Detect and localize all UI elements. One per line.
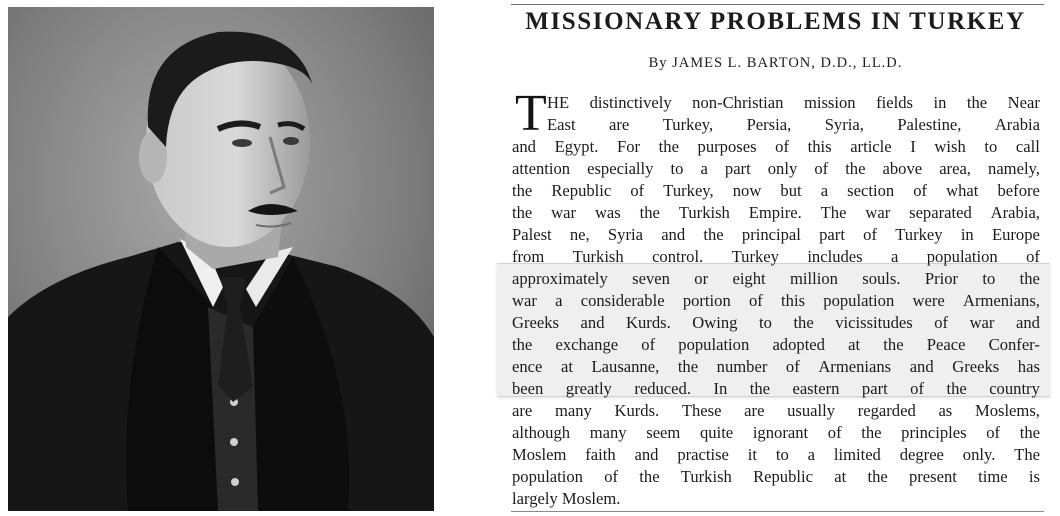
portrait-man-icon: [8, 7, 434, 511]
article-line: Greeks and Kurds. Owing to the vicissitudes of war and: [512, 313, 1040, 332]
drop-cap: T: [515, 85, 547, 142]
article-line: the exchange of population adopted at the Peace Confer-: [512, 335, 1040, 354]
article-body: [507, 92, 1044, 510]
article-line: from Turkish control. Turkey includes a population of: [512, 247, 1040, 266]
portrait-photo: [8, 7, 434, 511]
article-line: are many Kurds. These are usually regarded as Moslems,: [512, 401, 1040, 420]
article-line: largely Moslem.: [512, 489, 621, 508]
top-rule: [511, 4, 1044, 5]
article-line: population of the Turkish Republic at the present time is: [512, 467, 1040, 486]
article-line: approximately seven or eight million souls. Prior to the: [512, 269, 1040, 288]
article-line: ence at Lausanne, the number of Armenians and Greeks has: [512, 357, 1040, 376]
article-line: the war was the Turkish Empire. The war separated Arabia,: [512, 203, 1040, 222]
article-line: East are Turkey, Persia, Syria, Palestine, Arabia: [547, 115, 1040, 134]
article-line: although many seem quite ignorant of the principles of the: [512, 423, 1040, 442]
article-line: Moslem faith and practise it to a limited degree only. The: [512, 445, 1040, 464]
article-line: war a considerable portion of this population were Armenians,: [512, 291, 1040, 310]
article: [507, 0, 1044, 516]
bottom-rule: [511, 511, 1044, 512]
article-line: HE distinctively non-Christian mission fields in the Near: [547, 93, 1040, 112]
article-title: MISSIONARY PROBLEMS IN TURKEY: [525, 8, 1026, 35]
article-line: attention especially to a part only of the above area, namely,: [512, 159, 1040, 178]
article-line: the Republic of Turkey, now but a section of what before: [512, 181, 1040, 200]
article-line: been greatly reduced. In the eastern part of the country: [512, 379, 1040, 398]
article-line: Palest ne, Syria and the principal part of Turkey in Europe: [512, 225, 1040, 244]
article-line: and Egypt. For the purposes of this article I wish to call: [512, 137, 1040, 156]
article-byline: By JAMES L. BARTON, D.D., LL.D.: [648, 55, 903, 71]
